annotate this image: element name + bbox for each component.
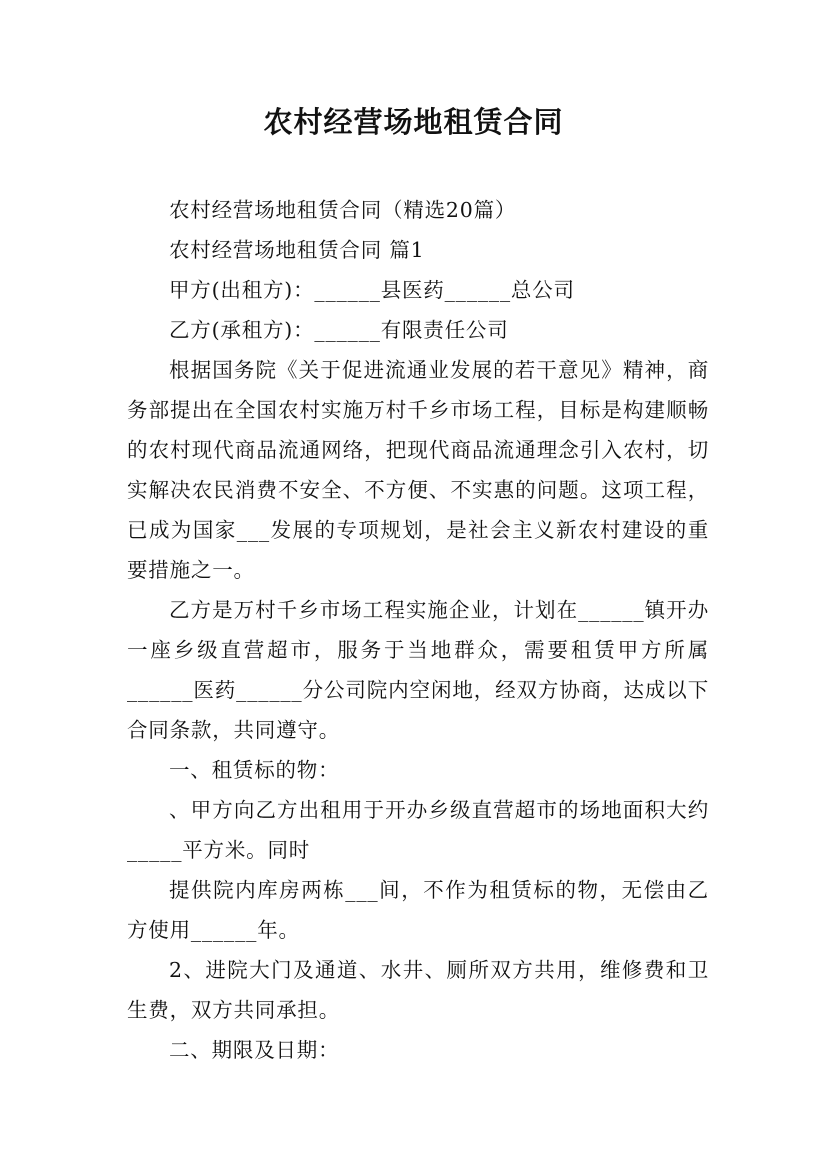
document-body <box>127 190 709 1070</box>
paragraph-party-b: 乙方(承租方)：______有限责任公司 <box>169 318 509 342</box>
paragraph-background: 根据国务院《关于促进流通业发展的若干意见》精神，商务部提出在全国农村实施万村千乡市场工程，目标是构建顺畅的农村现代商品流通网络，把现代商品流通理念引入农村，切实解决农民消费不安全、不方便、不实惠的问题。这项工程，已成为国家___发展的专项规划，是社会主义新农村建设的重要措施之一。 <box>127 358 709 582</box>
paragraph-clause-1-item-1: 、甲方向乙方出租用于开办乡级直营超市的场地面积大约_____平方米。同时 <box>127 798 709 862</box>
paragraph-purpose: 乙方是万村千乡市场工程实施企业，计划在______镇开办一座乡级直营超市，服务于当地群众，需要租赁甲方所属______医药______分公司院内空闲地，经双方协商，达成以下合同条款，共同遵守。 <box>127 598 709 742</box>
document-title: 农村经营场地租赁合同 <box>263 105 564 139</box>
paragraph-clause-1-item-2: 2、进院大门及通道、水井、厕所双方共用，维修费和卫生费，双方共同承担。 <box>127 958 709 1022</box>
paragraph-subtitle: 农村经营场地租赁合同（精选20篇） <box>169 198 517 222</box>
paragraph-clause-2-heading: 二、期限及日期： <box>169 1038 340 1062</box>
paragraph-party-a: 甲方(出租方)：______县医药______总公司 <box>169 278 575 302</box>
paragraph-section-heading: 农村经营场地租赁合同 篇1 <box>169 238 425 262</box>
paragraph-clause-1-item-1-cont: 提供院内库房两栋___间，不作为租赁标的物，无偿由乙方使用______年。 <box>127 878 709 942</box>
paragraph-clause-1-heading: 一、租赁标的物： <box>169 758 340 782</box>
